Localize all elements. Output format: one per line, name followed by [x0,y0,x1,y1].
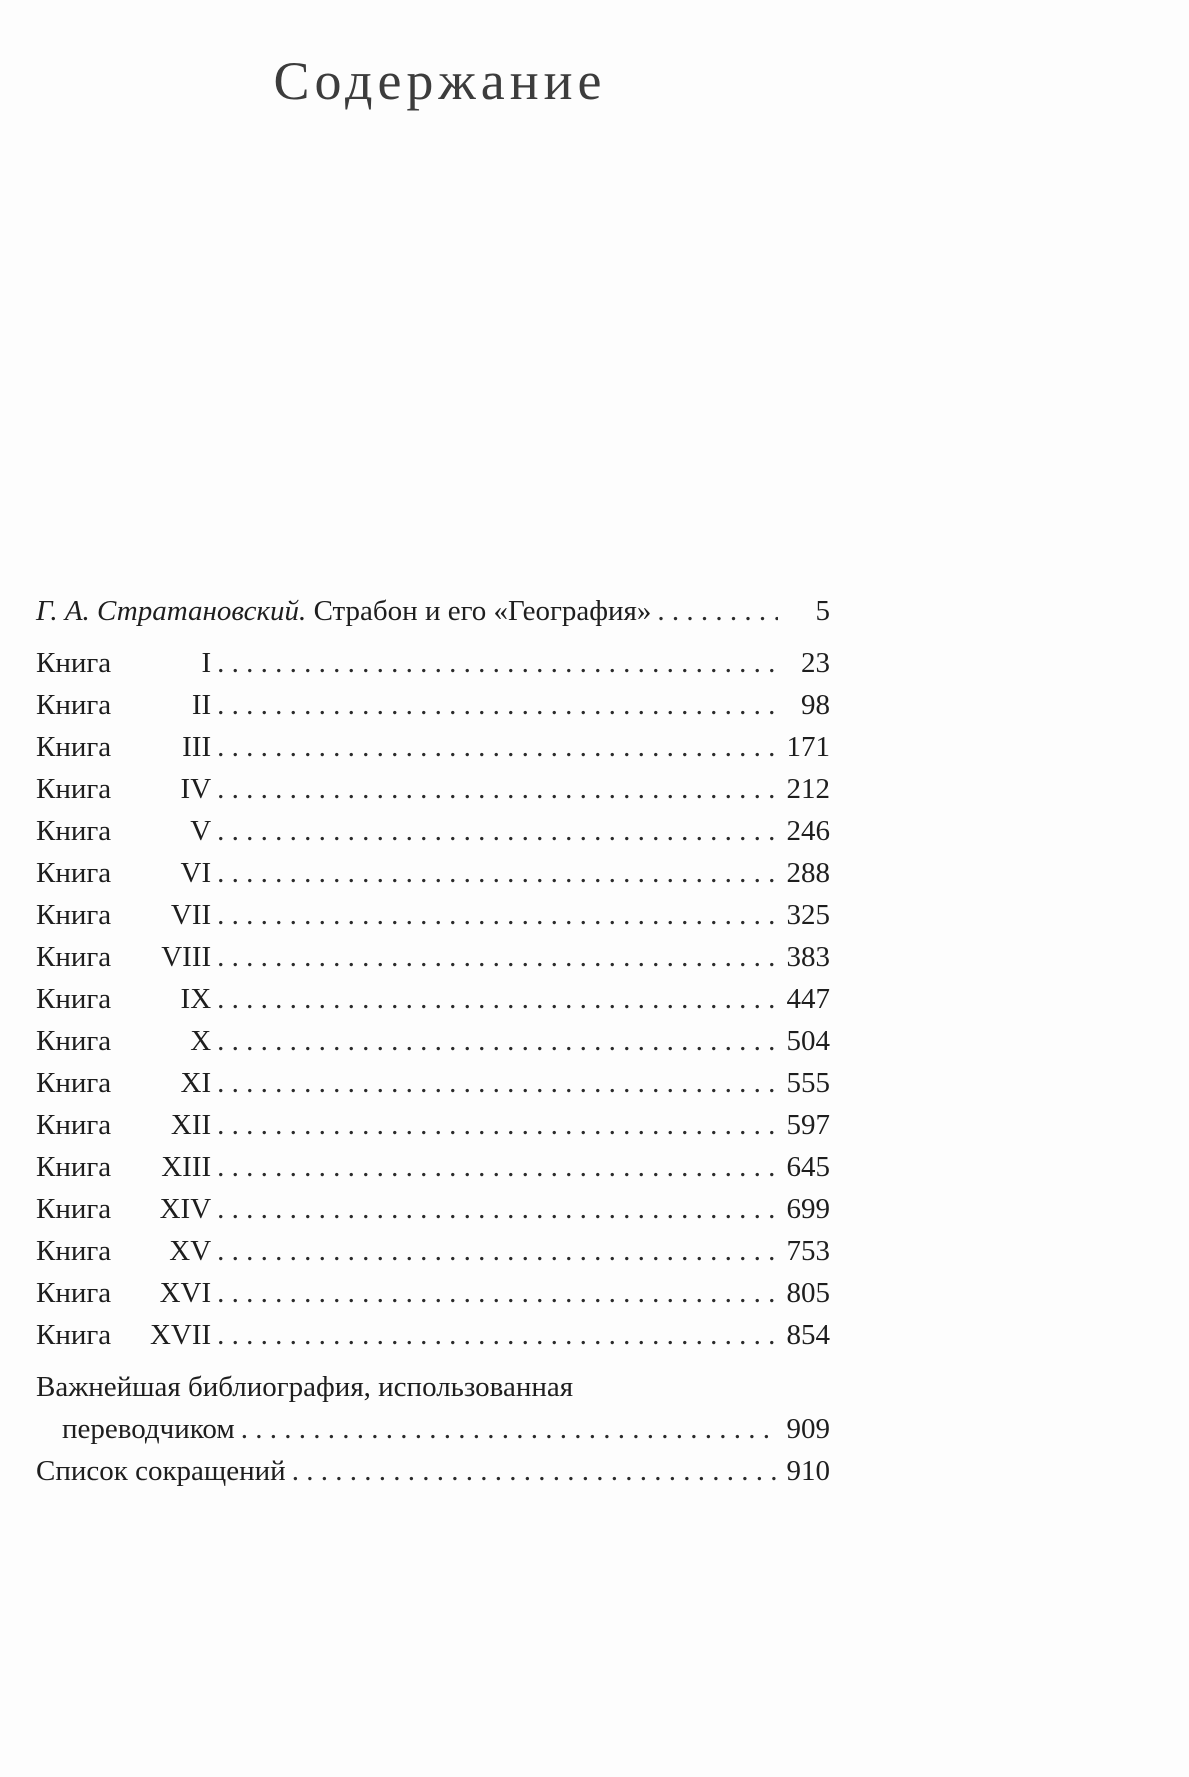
book-label: Книга [36,773,112,805]
book-label: Книга [36,647,112,679]
book-label: Книга [36,899,112,931]
book-number: V [190,815,212,847]
book-label: Книга [36,857,112,889]
book-page-number: 98 [801,689,830,721]
toc-entry-book[interactable] [36,1104,830,1146]
book-page-number: 854 [786,1319,830,1351]
toc-entry-book[interactable] [36,936,830,978]
book-label: Книга [36,815,112,847]
intro-author: Г. А. Стратановский. [36,595,307,627]
intro-page-number: 5 [815,595,830,627]
book-list [36,642,830,1356]
abbreviations-title: Список сокращений [36,1455,286,1487]
leader-dots [217,768,778,810]
toc-entry-book[interactable] [36,1146,830,1188]
book-page-number: 325 [786,899,830,931]
page-title: Содержание [273,51,607,111]
toc-entry-abbreviations[interactable] [36,1450,830,1492]
toc-entry-bibliography[interactable] [36,1366,830,1450]
book-label: Книга [36,1151,112,1183]
book-label: Книга [36,1193,112,1225]
leader-dots [217,1230,778,1272]
toc-entry-book[interactable] [36,894,830,936]
book-page-number: 383 [786,941,830,973]
toc-entry-book[interactable] [36,1188,830,1230]
toc-entry-book[interactable] [36,1230,830,1272]
leader-dots [217,894,778,936]
leader-dots [241,1408,778,1450]
leader-dots [217,1020,778,1062]
book-page-number: 212 [786,773,830,805]
bibliography-line-2: переводчиком [62,1413,235,1445]
book-number: IX [180,983,212,1015]
book-number: XVII [149,1319,212,1351]
book-label: Книга [36,689,112,721]
toc-entry-book[interactable] [36,726,830,768]
table-of-contents [36,590,830,1492]
book-page-number: 171 [786,731,830,763]
book-label: Книга [36,983,112,1015]
leader-dots [217,726,778,768]
toc-entry-book[interactable] [36,1272,830,1314]
leader-dots [217,1062,778,1104]
bibliography-line-1: Важнейшая библиография, использованная [36,1371,574,1403]
leader-dots [217,1146,778,1188]
book-number: I [201,647,212,679]
toc-entry-book[interactable] [36,684,830,726]
book-page-number: 447 [786,983,830,1015]
book-number: X [190,1025,212,1057]
book-label: Книга [36,1277,112,1309]
leader-dots [217,852,778,894]
book-label: Книга [36,941,112,973]
toc-entry-book[interactable] [36,1314,830,1356]
book-label: Книга [36,1319,112,1351]
book-label: Книга [36,1235,112,1267]
toc-entry-book[interactable] [36,810,830,852]
book-page-number: 288 [786,857,830,889]
toc-entry-book[interactable] [36,978,830,1020]
book-page-number: 645 [786,1151,830,1183]
toc-entry-intro[interactable] [36,590,830,632]
book-page-number: 23 [801,647,830,679]
book-page-number: 699 [786,1193,830,1225]
book-number: VII [170,899,212,931]
book-number: IV [180,773,212,805]
book-number: III [182,731,212,763]
intro-title: Страбон и его «География» [313,595,652,627]
book-page-number: 555 [786,1067,830,1099]
toc-entry-book[interactable] [36,642,830,684]
book-number: XII [170,1109,212,1141]
abbreviations-page-number: 910 [786,1455,830,1487]
toc-entry-book[interactable] [36,1020,830,1062]
leader-dots [217,978,778,1020]
book-page-number: 504 [786,1025,830,1057]
book-number: XI [180,1067,212,1099]
leader-dots [217,1272,778,1314]
book-number: II [191,689,212,721]
book-number: VI [180,857,212,889]
book-label: Книга [36,731,112,763]
book-number: XIII [161,1151,212,1183]
leader-dots [217,684,778,726]
leader-dots [217,810,778,852]
book-page-number: 753 [786,1235,830,1267]
leader-dots [657,590,778,632]
book-page-number: 246 [786,815,830,847]
book-label: Книга [36,1025,112,1057]
book-label: Книга [36,1109,112,1141]
book-number: XIV [159,1193,212,1225]
leader-dots [217,1104,778,1146]
book-number: XV [169,1235,212,1267]
leader-dots [217,1188,778,1230]
book-page-number: 597 [786,1109,830,1141]
leader-dots [217,1314,778,1356]
leader-dots [217,642,778,684]
leader-dots [292,1450,778,1492]
book-number: XVI [159,1277,212,1309]
book-number: VIII [161,941,212,973]
bibliography-page-number: 909 [786,1413,830,1445]
book-page-number: 805 [786,1277,830,1309]
toc-entry-book[interactable] [36,852,830,894]
book-label: Книга [36,1067,112,1099]
toc-entry-book[interactable] [36,1062,830,1104]
leader-dots [217,936,778,978]
toc-entry-book[interactable] [36,768,830,810]
